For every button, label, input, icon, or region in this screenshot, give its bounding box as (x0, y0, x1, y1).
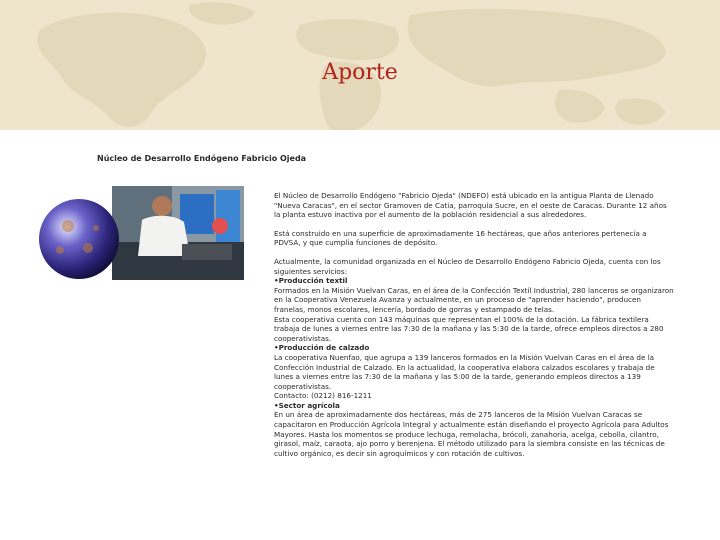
agricola-heading: •Sector agrícola (274, 400, 340, 410)
textil-heading: •Producción textil (274, 276, 348, 286)
textil-paragraph-1: Formados en la Misión Vuelvan Caras, en el área de la Confección Textil Industrial, 280 lanceros se organizaron en la Cooperativa Venezuela Avanza y actualmente, en un proceso de "aprender haciendo", producen franelas, monos escolares, lencería, bordado de gorras y estampado de telas. (274, 285, 674, 314)
services-intro: Actualmente, la comunidad organizada en el Núcleo de Desarrollo Endógeno Fabricio Ojeda, cuenta con los siguientes servicios: (274, 256, 661, 276)
section-heading: Núcleo de Desarrollo Endógeno Fabricio Ojeda (97, 154, 307, 163)
calzado-paragraph-1: La cooperativa Nuenfao, que agrupa a 139 lanceros formados en la Misión Vuelvan Caras en el área de la Confección Industrial de Calzado. En la actualidad, la cooperativa elabora calzados escolares y trabaja de lunes a viernes entre las 7:30 de la mañana y las 5:00 de la tarde, generando empleos directos a 139 cooperativistas. (274, 352, 655, 391)
agricola-paragraph: En un área de aproximadamente dos hectáreas, más de 275 lanceros de la Misión Vuelvan Caracas se capacitaron en Producción Agrícola Integral y actualmente están diseñando el proyecto Agrícola para Adultos Mayores. Hasta los momentos se produce lechuga, remolacha, brócoli, zanahoria, acelga, cebolla, cilantro, girasol, maíz, caraota, ajo porro y berenjena. El método utilizado para la siembra consiste en las técnicas de cultivo orgánico, es decir sin agroquímicos y con rotación de cultivos. (274, 410, 669, 458)
paragraph-location: El Núcleo de Desarrollo Endógeno "Fabricio Ojeda" (NDEFO) está ubicado en la antigua Planta de Llenado "Nueva Caracas", en el sector Gramoven de Catia, parroquia Sucre, en el oeste de Caracas. Durante 12 años la planta estuvo inactiva por el aumento de la población residencial a sus alrededores. (274, 191, 667, 220)
calzado-contact: Contacto: (0212) 816-1211 (274, 391, 372, 401)
workshop-photo (112, 186, 244, 280)
textil-paragraph-2: Esta cooperativa cuenta con 143 máquinas que representan el 100% de la dotación. La fábrica textilera trabaja de lunes a viernes entre las 7:30 de la mañana y las 5:30 de la tarde, ofrece empleos directos a 280 cooperativistas. (274, 314, 664, 343)
globe-icon (38, 198, 120, 280)
article-body (274, 191, 674, 458)
page-title: Aporte (322, 60, 398, 85)
header-banner (0, 0, 720, 130)
paragraph-area: Está construido en una superficie de aproximadamente 16 hectáreas, que años anteriores pertenecía a PDVSA, y que cumplía funciones de depósito. (274, 228, 647, 248)
workshop-photo-illustration (112, 186, 244, 280)
calzado-heading: •Producción de calzado (274, 343, 370, 353)
services-block (274, 257, 674, 458)
